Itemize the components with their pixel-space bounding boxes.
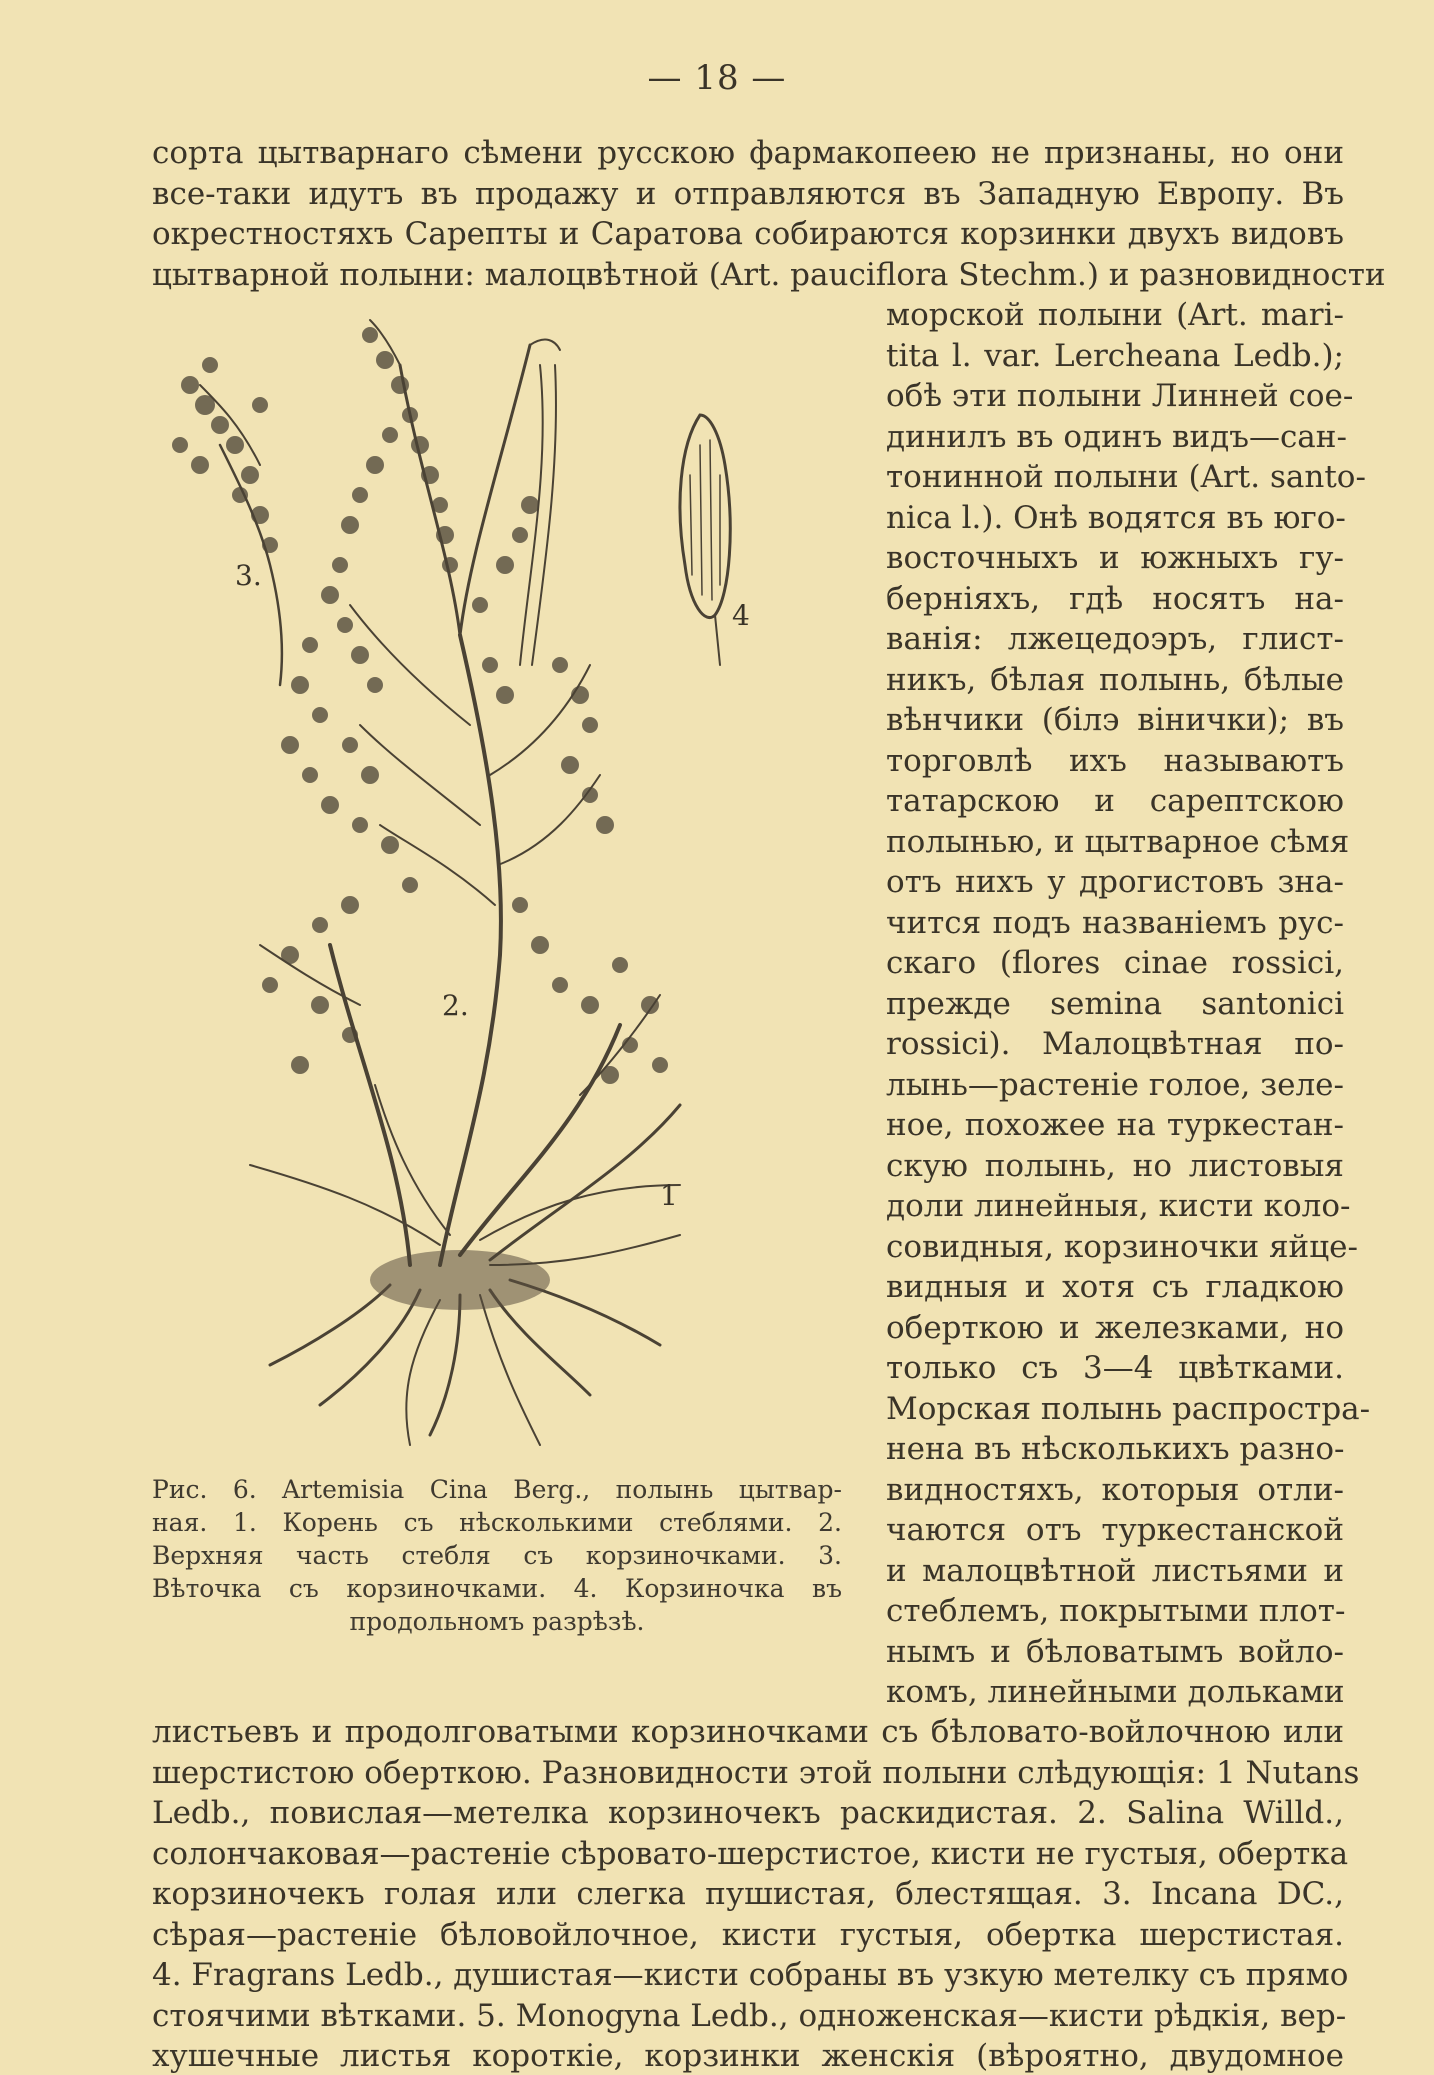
column-line: совидныя, корзиночки яйце- [886,1229,1358,1265]
column-line: ванія: лжецедоэръ, глист- [886,621,1344,657]
text-line: окрестностяхъ Сарепты и Саратова собираются корзинки двухъ видовъ [152,216,1344,252]
column-line: нена въ нѣсколькихъ разно- [886,1431,1345,1467]
column-line: нымъ и бѣловатымъ войло- [886,1634,1344,1670]
column-line: оберткою и железками, но [886,1310,1344,1346]
column-line: и малоцвѣтной листьями и [886,1553,1344,1589]
caption-line: Верхняя часть стебля съ корзиночками. 3. [152,1541,842,1570]
column-line: лынь—растеніе голое, зеле- [886,1067,1344,1103]
caption-line: Вѣточка съ корзиночками. 4. Корзиночка въ [152,1574,842,1603]
column-line: торговлѣ ихъ называютъ [886,743,1344,779]
column-line: только съ 3—4 цвѣтками. [886,1350,1344,1386]
column-line: видностяхъ, которыя отли- [886,1472,1344,1508]
text-line: шерстистою оберткою. Разновидности этой полыни слѣдующія: 1 Nutans [152,1755,1360,1791]
column-line: ное, похожее на туркестан- [886,1107,1344,1143]
column-line: комъ, линейными дольками [886,1674,1345,1710]
column-line: видныя и хотя съ гладкою [886,1269,1344,1305]
caption-line: ная. 1. Корень съ нѣсколькими стеблями. 2. [152,1508,842,1537]
text-line: листьевъ и продолговатыми корзиночками съ бѣловато-войлочною или [152,1714,1344,1750]
column-line: чится подъ названіемъ рус- [886,905,1344,941]
text-line: хушечные листья короткіе, корзинки женскія (вѣроятно, двудомное [152,2038,1344,2074]
column-line: тонинной полыни (Art. santo- [886,459,1366,495]
figure-label-4: 4 [732,599,750,632]
text-line: сѣрая—растеніе бѣловойлочное, кисти густыя, обертка шерстистая. [152,1917,1344,1953]
text-line: стоячими вѣтками. 5. Monogyna Ledb., одноженская—кисти рѣдкія, вер- [152,1998,1347,2034]
column-line: скую полынь, но листовыя [886,1148,1344,1184]
column-line: восточныхъ и южныхъ гу- [886,540,1344,576]
column-line: обѣ эти полыни Линней сое- [886,378,1354,414]
column-line: татарскою и сарептскою [886,783,1344,819]
column-line: Морская полынь распростра- [886,1391,1371,1427]
column-line: морской полыни (Art. mari- [886,297,1344,333]
page-number: — 18 — [647,58,787,98]
figure-label-2: 2. [442,989,469,1022]
column-line: прежде semina santonici [886,986,1344,1022]
artemisia-illustration [160,305,840,1465]
column-line: полынью, и цытварное сѣмя [886,824,1350,860]
caption-line: Рис. 6. Artemisia Cina Berg., полынь цытвар- [152,1475,842,1504]
column-line: nica l.). Онѣ водятся въ юго- [886,500,1346,536]
text-line: 4. Fragrans Ledb., душистая—кисти собраны въ узкую метелку съ прямо [152,1957,1349,1993]
column-line: чаются отъ туркестанской [886,1512,1344,1548]
column-line: вѣнчики (білэ вінички); въ [886,702,1344,738]
column-line: rossici). Малоцвѣтная по- [886,1026,1344,1062]
figure-label-1: 1 [660,1179,678,1212]
column-line: берніяхъ, гдѣ носятъ на- [886,581,1344,617]
text-line: корзиночекъ голая или слегка пушистая, блестящая. 3. Incana DC., [152,1876,1344,1912]
column-line: динилъ въ одинъ видъ—сан- [886,419,1347,455]
column-line: tita l. var. Lercheana Ledb.); [886,338,1344,374]
caption-line: продольномъ разрѣзѣ. [349,1607,645,1636]
column-line: доли линейныя, кисти коло- [886,1188,1351,1224]
text-line: цытварной полыни: малоцвѣтной (Art. pauciflora Stechm.) и разновидности [152,257,1386,293]
column-line: скаго (flores cinae rossici, [886,945,1344,981]
figure-label-3: 3. [235,559,262,592]
column-line: никъ, бѣлая полынь, бѣлые [886,662,1344,698]
text-line: сорта цытварнаго сѣмени русскою фармакопеею не признаны, но они [152,135,1344,171]
text-line: солончаковая—растеніе сѣровато-шерстистое, кисти не густыя, обертка [152,1836,1349,1872]
figure-caption [152,1473,842,1638]
text-line: Ledb., повислая—метелка корзиночекъ раскидистая. 2. Salina Willd., [152,1795,1344,1831]
column-line: стеблемъ, покрытыми плот- [886,1593,1346,1629]
text-line: все-таки идутъ въ продажу и отправляются въ Западную Европу. Въ [152,176,1344,212]
column-line: отъ нихъ у дрогистовъ зна- [886,864,1344,900]
